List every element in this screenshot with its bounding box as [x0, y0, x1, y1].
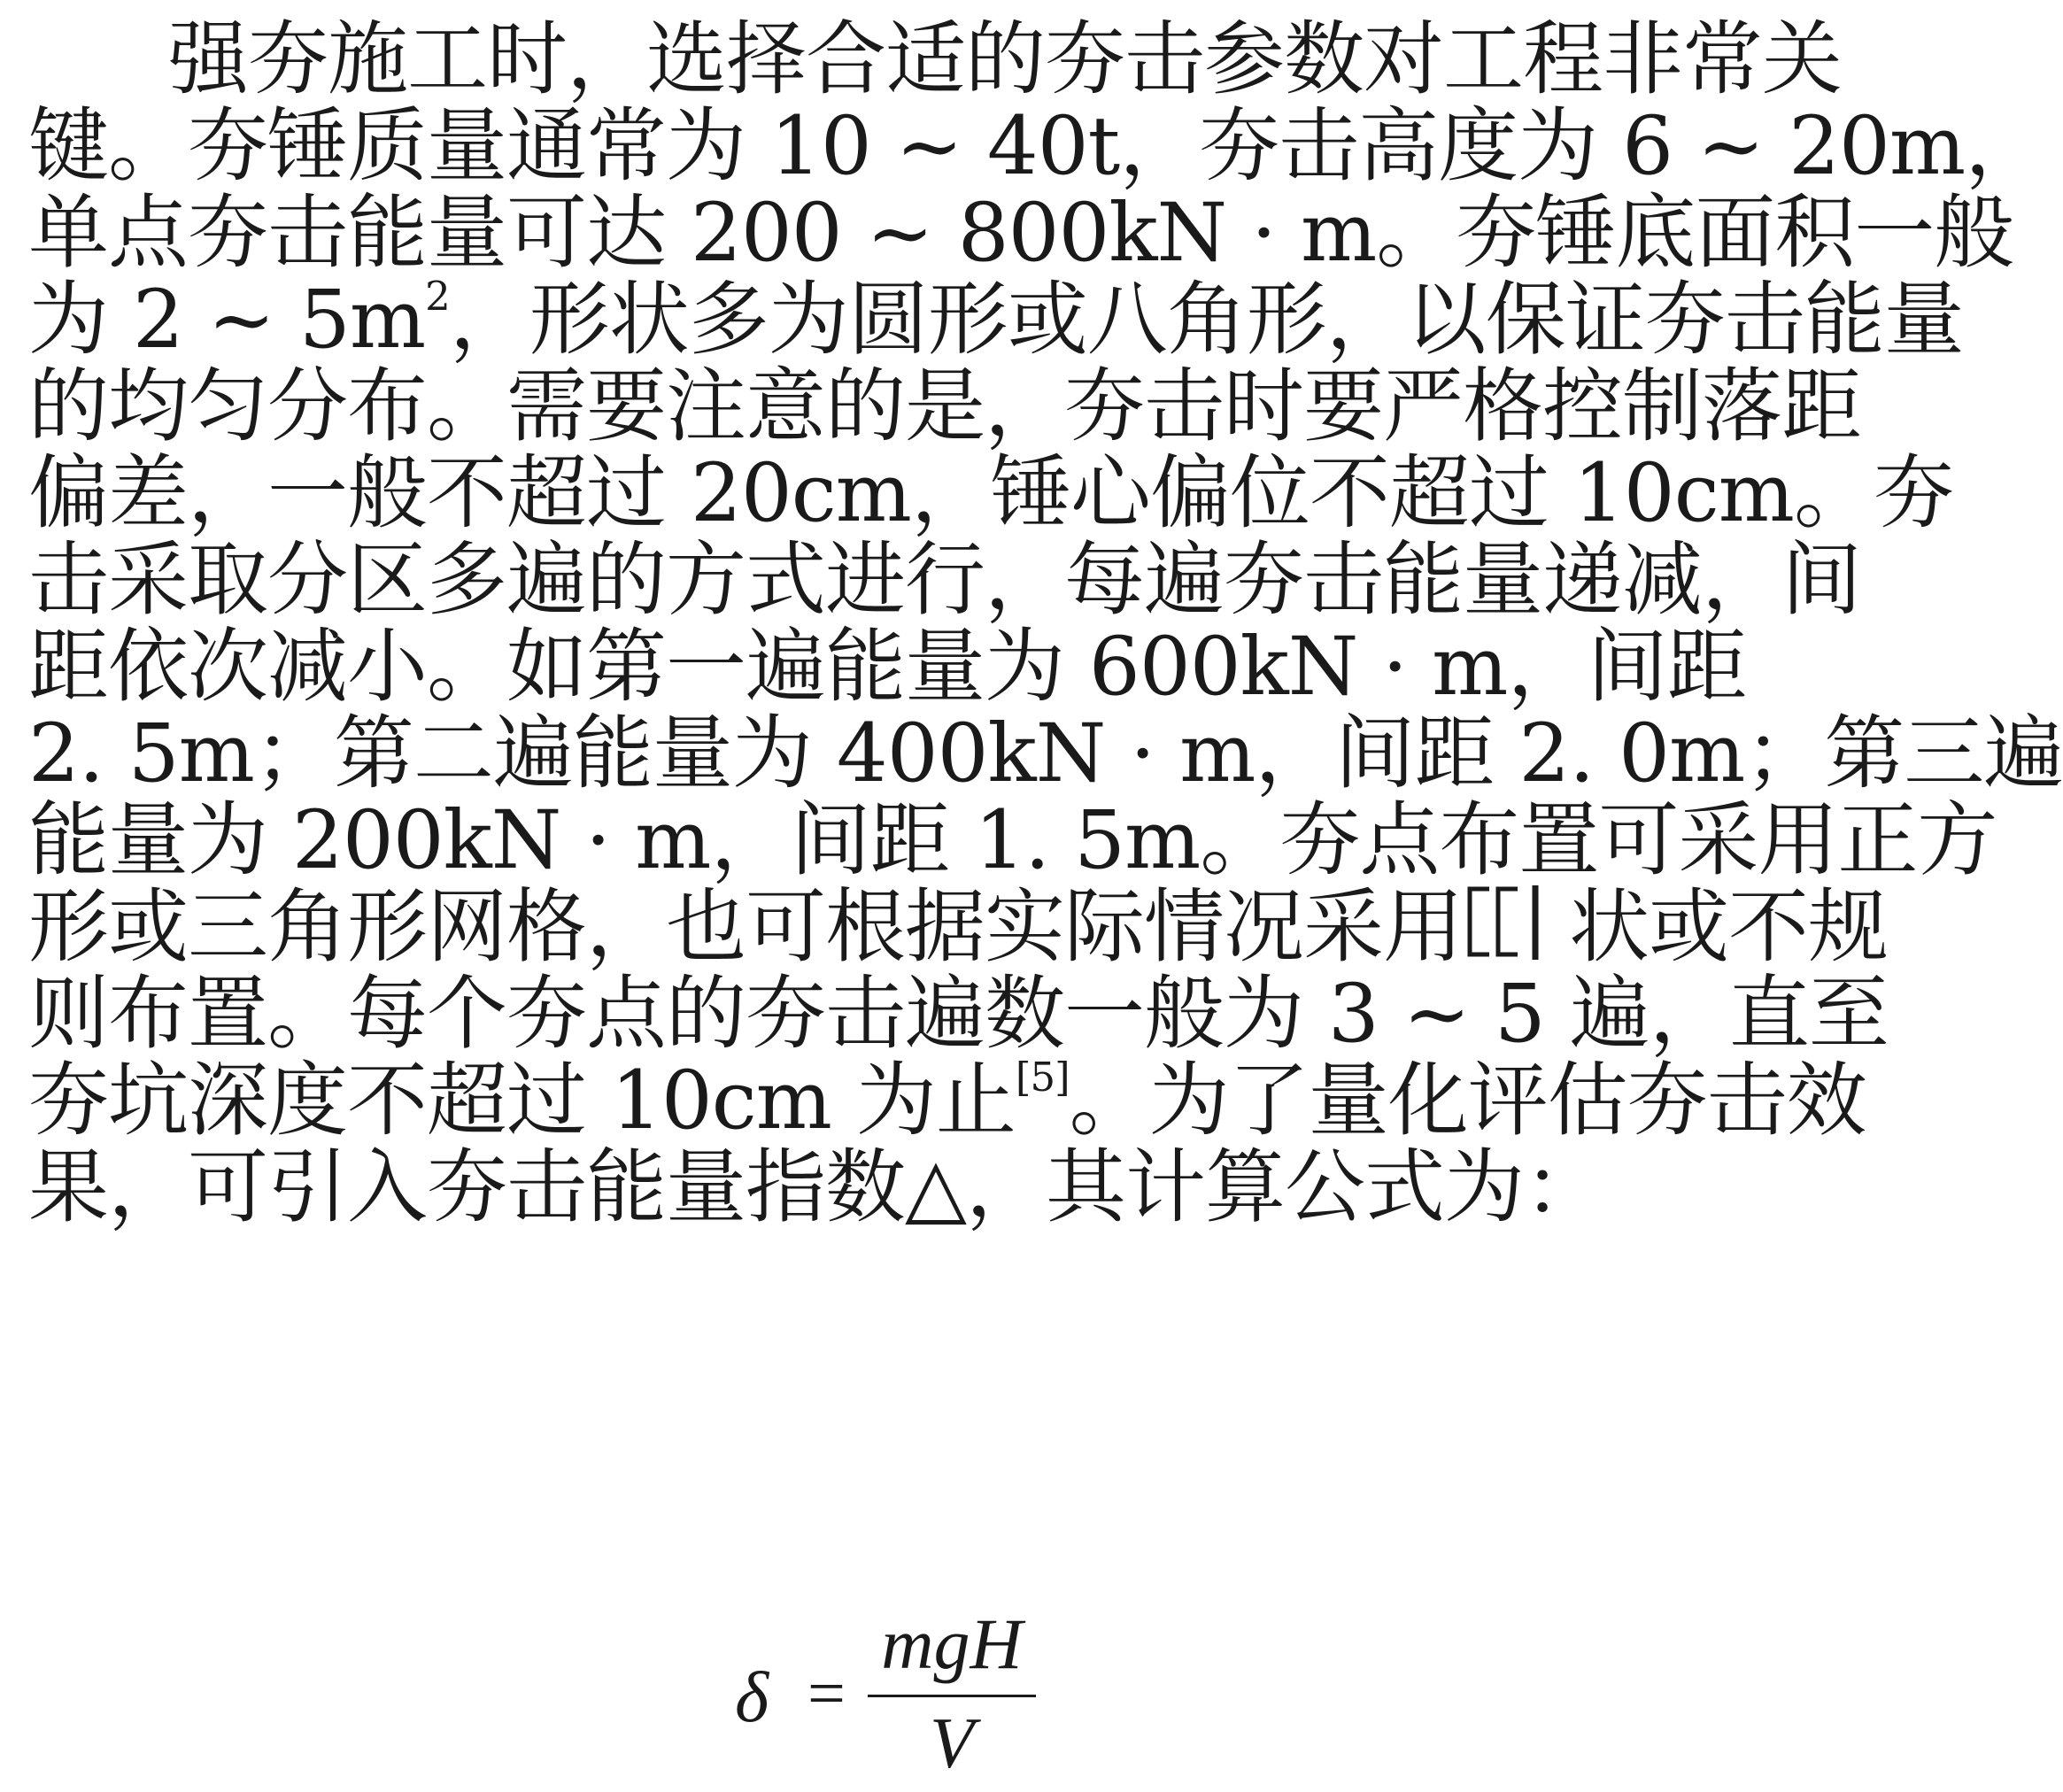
text-line-5: 的均匀分布。需要注意的是，夯击时要严格控制落距	[28, 360, 1862, 453]
area-range-text: 为 2 ~ 5m	[28, 274, 426, 367]
formula-numerator: mgH	[881, 1603, 1023, 1684]
citation-ref: [5]	[1015, 1054, 1070, 1101]
text-line-10: 能量为 200kN · m，间距 1. 5m。夯点布置可采用正方	[28, 794, 1997, 887]
text-line-4-rest: ，形状多为圆形或八角形，以保证夯击能量	[449, 274, 1964, 367]
fraction-bar	[868, 1695, 1036, 1697]
text-line-4	[28, 271, 1964, 370]
text-line-7: 击采取分区多遍的方式进行，每遍夯击能量递减，间	[28, 534, 1862, 627]
text-line-12: 则布置。每个夯点的夯击遍数一般为 3 ~ 5 遍，直至	[28, 968, 1889, 1061]
text-line-3: 单点夯击能量可达 200 ~ 800kN · m。夯锤底面积一般	[28, 187, 2014, 280]
text-line-14: 果，可引入夯击能量指数△，其计算公式为：	[28, 1141, 1603, 1234]
text-line-9: 2. 5m；第二遍能量为 400kN · m，间距 2. 0m；第三遍	[28, 707, 2063, 800]
text-line-2: 键。夯锤质量通常为 10 ~ 40t，夯击高度为 6 ~ 20m，	[28, 100, 2045, 193]
superscript-2: 2	[425, 273, 450, 320]
text-line-8: 距依次减小。如第一遍能量为 600kN · m，间距	[28, 621, 1747, 714]
formula-denominator: V	[929, 1703, 975, 1783]
missing-character-glyph	[1463, 882, 1569, 962]
text-line-6: 偏差，一般不超过 20cm，锤心偏位不超过 10cm。夯	[28, 447, 1953, 540]
text-line-1: 强夯施工时，选择合适的夯击参数对工程非常关	[168, 13, 1843, 106]
energy-index-formula	[735, 1603, 1107, 1788]
text-line-13-start: 夯坑深度不超过 10cm 为止	[28, 1054, 1016, 1147]
text-line-11-end: 状或不规	[1569, 881, 1889, 974]
text-line-11	[28, 878, 1889, 977]
formula-equals: =	[807, 1657, 846, 1731]
text-line-11-start: 形或三角形网格，也可根据实际情况采用	[28, 881, 1464, 974]
text-line-13	[28, 1052, 1866, 1151]
formula-lhs: δ	[735, 1657, 769, 1737]
text-line-13-end: 。为了量化评估夯击效	[1069, 1054, 1866, 1147]
